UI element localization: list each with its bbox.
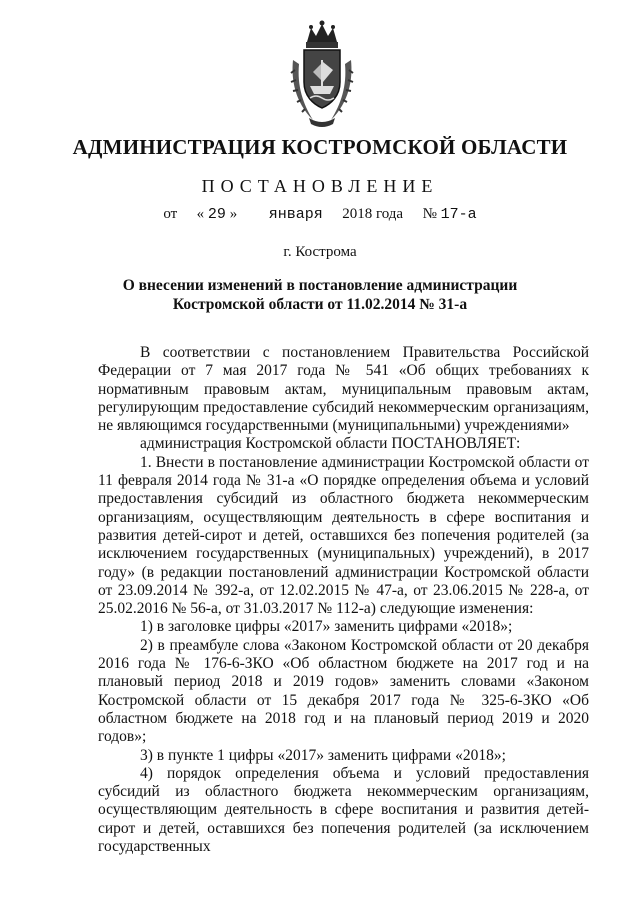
date-close-quote: » [229,206,238,222]
document-title-line-2: Костромской области от 11.02.2014 № 31-а [172,296,468,313]
item-1-paragraph: 1. Внести в постановление администрации Костромской области от 11 февраля 2014 года № 31-а «О порядке определения объема и условий предоставления субсидий из областного бюджета некоммерческим организациям, осуществляющим деятельность в сфере воспитания и развития детей-сирот и детей, оставшихся без попечения родителей (за исключением государственных (муниципальных) учреждений), в 2017 году» (в редакции постановлений администрации Костромской области от 23.09.2014 № 392-а, от 12.02.2015 № 47-а, от 23.06.2015 № 228-а, от 25.02.2016 № 56-а, от 31.03.2017 № 112-а) следующие изменения: [98,453,589,618]
date-open-quote: « [196,206,205,222]
number-sign: № [422,206,437,222]
subitem-2-paragraph: 2) в преамбуле слова «Законом Костромской области от 20 декабря 2016 года № 176-6-ЗКО «Об областном бюджете на 2017 год и на плановый период 2018 и 2019 годов» заменить словами «Законом Костромской области от 15 декабря 2017 года № 325-6-ЗКО «Об областном бюджете на 2018 год и на плановый период 2019 и 2020 годов»; [98,636,589,746]
document-title [0,276,640,314]
date-month: января [268,206,323,223]
subitem-1-paragraph: 1) в заголовке цифры «2017» заменить цифрами «2018»; [140,618,513,636]
preamble-paragraph: В соответствии с постановлением Правительства Российской Федерации от 7 мая 2017 года № 541 «Об общих требованиях к нормативным правовым актам, муниципальным правовым актам, регулирующим предоставление субсидий некоммерческим организациям, не являющимся государственными (муниципальными) учреждениями» [98,344,589,435]
document-body [98,344,589,856]
document-date-line [0,206,640,223]
subitem-3-paragraph: 3) в пункте 1 цифры «2017» заменить цифрами «2018»; [140,746,506,764]
subitem-4-paragraph: 4) порядок определения объема и условий предоставления субсидий из областного бюджета некоммерческим организациям, осуществляющим деятельность в сфере воспитания и развития детей-сирот и детей, оставшихся без попечения родителей (за исключением государственных [98,764,589,856]
date-day: 29 [207,206,226,223]
organization-name: АДМИНИСТРАЦИЯ КОСТРОМСКОЙ ОБЛАСТИ [72,135,568,159]
city-name: г. Кострома [283,244,357,260]
document-type: ПОСТАНОВЛЕНИЕ [201,176,439,196]
coat-of-arms-emblem [289,20,355,128]
document-title-line-1: О внесении изменений в постановление администрации [122,277,518,294]
document-number: 17-а [440,206,477,223]
date-prefix: от [163,206,178,222]
resolution-line: администрация Костромской области ПОСТАНОВЛЯЕТ: [140,435,521,453]
date-year: 2018 года [342,206,404,222]
